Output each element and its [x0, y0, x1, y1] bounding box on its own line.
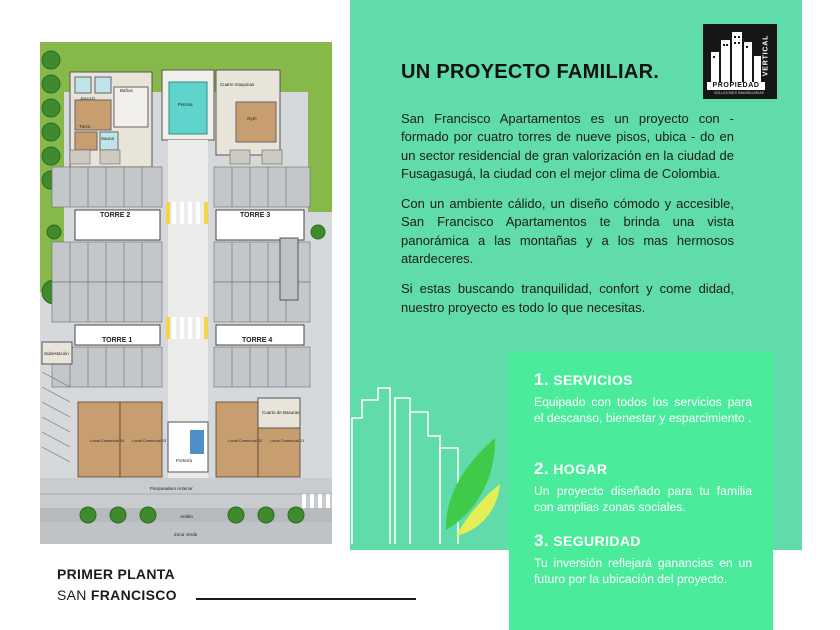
plan-label-banos: Baños	[120, 88, 133, 93]
plan-label-sauna: Sauna	[101, 136, 115, 141]
plan-label-torre-3: TORRE 3	[240, 212, 271, 219]
caption-subtitle-prefix: SAN	[57, 587, 91, 603]
feature-number: 3.	[534, 531, 549, 550]
feature-number: 1.	[534, 370, 549, 389]
feature-hogar-title	[534, 459, 752, 479]
plan-label-local-02: Local Comercial 02	[228, 438, 263, 443]
feature-seguridad-title	[534, 531, 752, 551]
logo-brand: PROPIEDAD	[707, 82, 765, 90]
plan-label-local-03: Local Comercial 03	[132, 438, 167, 443]
intro-paragraph-3: Si estas buscando tranquilidad, confort y come didad, nuestro proyecto es todo lo que necesitas.	[401, 281, 734, 315]
logo-vertical: VERTICAL	[762, 34, 770, 77]
plan-label-local-01: Local Comercial 01	[270, 438, 305, 443]
logo-tagline: SOLUCIONES INMOBILIARIAS	[714, 91, 764, 95]
feature-description: Equipado con todos los servicios para el descanso, bienestar y esparcimiento .	[534, 395, 752, 426]
propiedad-vertical-logo	[703, 24, 777, 99]
feature-servicios-title	[534, 370, 752, 390]
feature-title: SERVICIOS	[553, 372, 633, 388]
feature-servicios	[534, 370, 752, 427]
plan-label-cuarto-basuras: Cuarto de Basuras	[262, 410, 300, 415]
building-logo-icon	[707, 28, 765, 84]
plan-label-local-04: Local Comercial 04	[90, 438, 125, 443]
logo-vertical-wrap	[761, 32, 771, 82]
plan-label-zona-verde: Zona Verde	[174, 532, 198, 537]
plan-label-torre-1: TORRE 1	[102, 337, 133, 344]
plan-label-parqueadero: Parqueadero Anterior	[150, 486, 193, 491]
plan-label-jacuzzi: Jacuzzi	[80, 96, 96, 101]
plan-label-torre-4: TORRE 4	[242, 337, 273, 344]
plan-label-cuarto-maquinas: Cuarto maquinas	[220, 82, 255, 87]
plan-label-gym: Gym	[247, 116, 257, 121]
feature-hogar	[534, 459, 752, 516]
caption-title: PRIMER PLANTA	[57, 566, 175, 582]
feature-description: Un proyecto diseñado para tu familia con amplias zonas sociales.	[534, 484, 752, 515]
intro-paragraph-2: Con un ambiente cálido, un diseño cómodo y accesible, San Francisco Apartamentos te brinda una vista panorámica a las montañas y a los mas hermosos atardeceres.	[401, 196, 734, 267]
plan-label-anden: Andén	[180, 514, 194, 519]
plan-label-subestacion: Subestación	[44, 351, 69, 356]
plan-label-piscina: Piscina	[178, 102, 193, 107]
plan-label-turco: Turco	[79, 124, 91, 129]
intro-text	[401, 110, 734, 329]
plan-label-torre-2: TORRE 2	[100, 212, 131, 219]
plan-label-porteria: Portería	[176, 458, 193, 463]
feature-description: Tu inversión reflejará ganancias en un futuro por la ubicación del proyecto.	[534, 556, 752, 587]
intro-paragraph-1: San Francisco Apartamentos es un proyecto con - formado por cuatro torres de nueve pisos, ubica - do en un sector residencial de gran valorización en la ciudad de Fusagasugá, la ciudad con el mejor clima de Colombia.	[401, 111, 734, 181]
section-heading: UN PROYECTO FAMILIAR.	[401, 61, 660, 83]
feature-title: HOGAR	[553, 461, 608, 477]
feature-number: 2.	[534, 459, 549, 478]
feature-seguridad	[534, 531, 752, 588]
caption-subtitle-bold: FRANCISCO	[90, 587, 177, 603]
feature-title: SEGURIDAD	[553, 533, 641, 549]
